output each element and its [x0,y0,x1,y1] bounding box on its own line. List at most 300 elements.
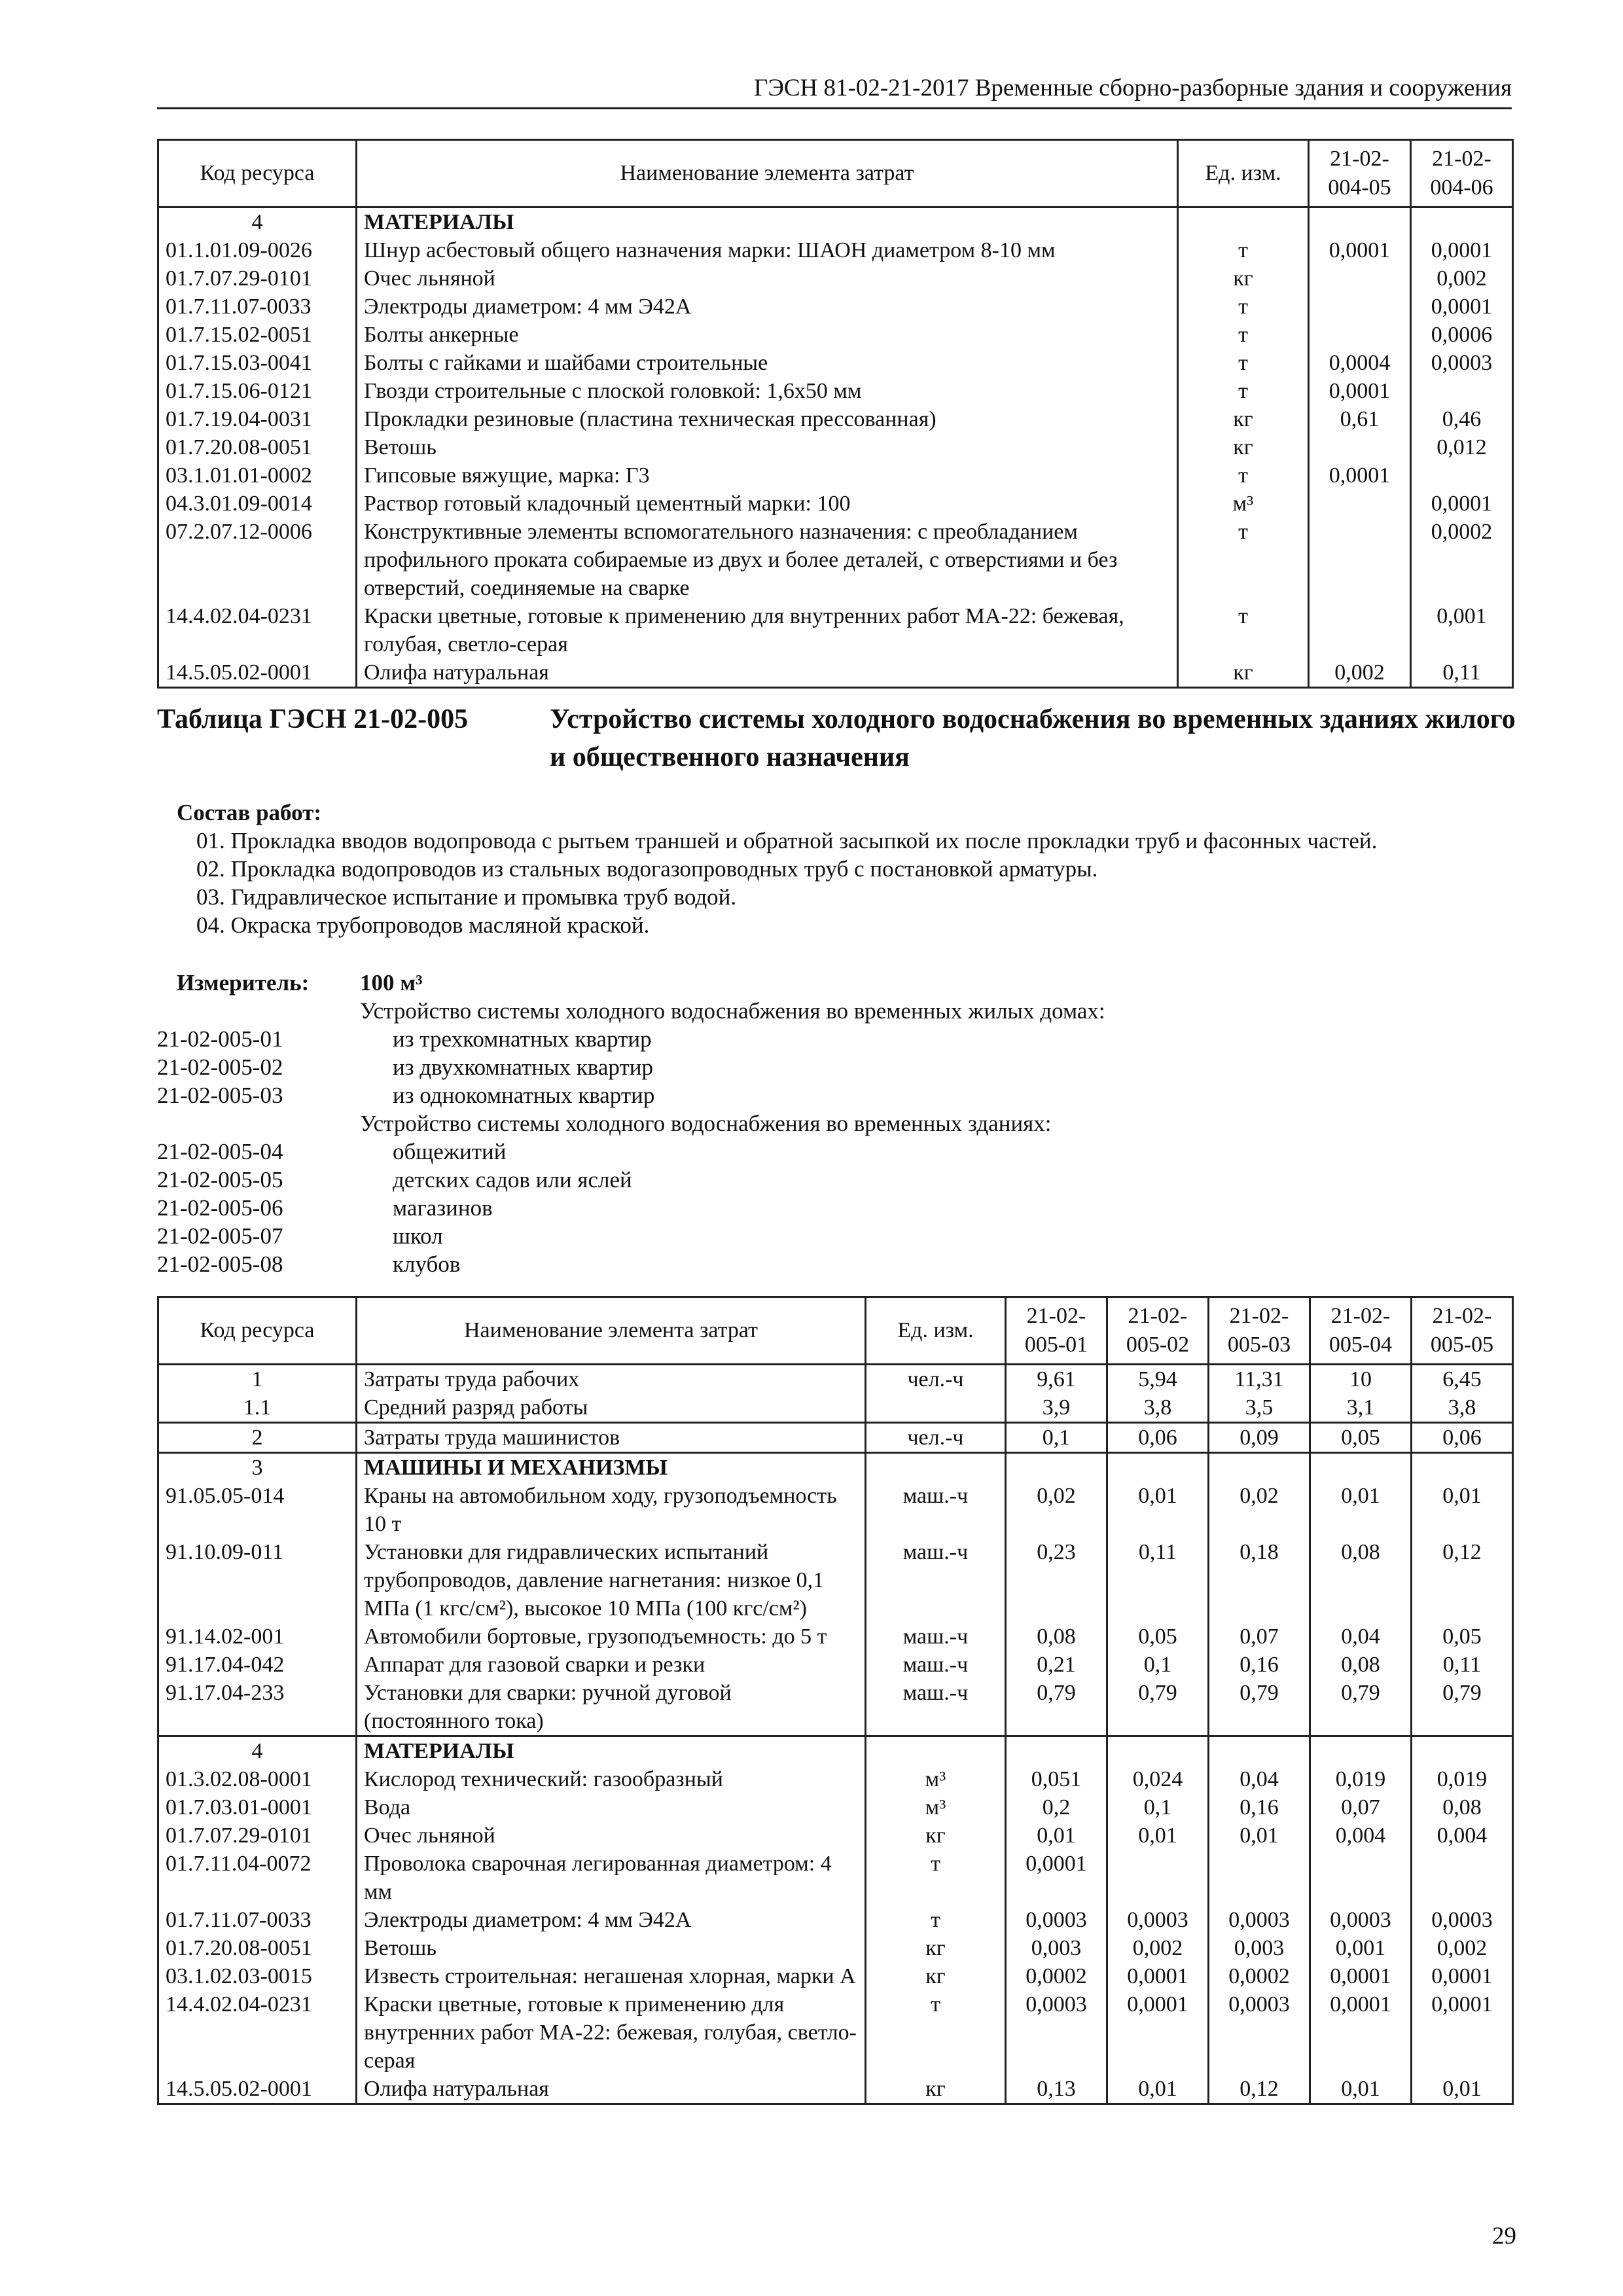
norm-value [1412,1850,1513,1906]
resource-code: 14.5.05.02-0001 [158,658,357,688]
table-21-02-005 [157,1296,1514,2105]
norm-value: 0,0003 [1006,1906,1107,1934]
norm-value: 0,001 [1310,1934,1412,1962]
norm-value: 0,08 [1310,1538,1412,1623]
norm-value: 0,0001 [1412,1990,1513,2075]
unit: т [1178,461,1309,490]
resource-code: 01.7.11.07-0033 [158,293,357,321]
resource-code: 01.7.07.29-0101 [158,1821,357,1850]
norm-value: 0,01 [1412,1482,1513,1538]
resource-code: 01.7.11.07-0033 [158,1906,357,1934]
norm-value: 0,0003 [1411,349,1513,377]
norm-value: 6,45 [1412,1365,1513,1394]
resource-code: 14.5.05.02-0001 [158,2075,357,2104]
norm-value [1411,377,1513,405]
norm-value: 0,0002 [1411,518,1513,602]
table-header-row [158,1297,1513,1365]
norm-value: 0,04 [1209,1765,1310,1793]
table-row [158,1538,1513,1623]
table-header-row [158,140,1513,207]
norm-value: 0,002 [1412,1934,1513,1962]
table-row [158,1906,1513,1934]
norm-value: 0,01 [1310,1482,1412,1538]
norm-value: 0,019 [1412,1765,1513,1793]
norm-value: 0,0001 [1309,461,1411,490]
norm-value: 0,01 [1412,2075,1513,2104]
norm-value: 3,9 [1006,1393,1107,1423]
norm-value: 0,05 [1107,1623,1209,1651]
empty-cell [866,1453,1006,1482]
cost-item-name: Конструктивные элементы вспомогательного назначения: с преобладанием профильного проката собираемые из двух и более деталей, с отверстиями и без отверстий, соединяемые на сварке [357,518,1178,602]
section-number: 4 [158,1736,357,1766]
cost-item-name: Очес льняной [357,264,1178,293]
table-row [158,1821,1513,1850]
unit: маш.-ч [866,1623,1006,1651]
rate-code: 21-02-005-08 [157,1251,283,1277]
unit: кг [1178,658,1309,688]
resource-code: 91.17.04-233 [158,1679,357,1736]
norm-value: 0,16 [1209,1793,1310,1821]
norm-value: 0,04 [1310,1623,1412,1651]
unit: маш.-ч [866,1651,1006,1679]
norm-value [1309,293,1411,321]
rate-text: общежитий [393,1139,507,1164]
norm-value: 0,16 [1209,1651,1310,1679]
cost-item-name: Кислород технический: газообразный [357,1765,866,1793]
norm-value: 10 [1310,1365,1412,1394]
unit: чел.-ч [866,1423,1006,1453]
norm-value: 0,06 [1107,1423,1209,1453]
unit: т [1178,377,1309,405]
norm-value: 0,003 [1006,1934,1107,1962]
norm-value: 0,09 [1209,1423,1310,1453]
cost-item-name: Олифа натуральная [357,658,1178,688]
table-title-label: Таблица ГЭСН 21-02-005 [157,704,469,734]
unit: маш.-ч [866,1538,1006,1623]
table-row [158,658,1513,688]
resource-code: 01.7.15.06-0121 [158,377,357,405]
cost-item-name: Прокладки резиновые (пластина техническая прессованная) [357,405,1178,433]
norm-value: 0,0001 [1411,293,1513,321]
norm-value: 0,0002 [1209,1962,1310,1990]
table-row [158,321,1513,349]
resource-code: 14.4.02.04-0231 [158,602,357,658]
cost-item-name: Краски цветные, готовые к применению для внутренних работ МА-22: бежевая, голубая, светло-серая [357,602,1178,658]
resource-code: 07.2.07.12-0006 [158,518,357,602]
empty-cell [1209,1736,1310,1766]
unit: м³ [866,1793,1006,1821]
empty-cell [1310,1453,1412,1482]
table-row [158,236,1513,264]
work-item: 03. Гидравлическое испытание и промывка труб водой. [196,884,737,910]
resource-code: 01.7.07.29-0101 [158,264,357,293]
norm-value: 0,02 [1209,1482,1310,1538]
rate-code: 21-02-005-06 [157,1195,283,1221]
norm-value: 0,0001 [1411,236,1513,264]
norm-value: 0,13 [1006,2075,1107,2104]
norm-value [1309,321,1411,349]
column-header: 21-02-005-04 [1310,1297,1412,1365]
section-number: 3 [158,1453,357,1482]
norm-value: 0,79 [1412,1679,1513,1736]
norm-value: 0,08 [1006,1623,1107,1651]
resource-code: 01.7.11.04-0072 [158,1850,357,1906]
unit: т [1178,602,1309,658]
cost-item-name: Вода [357,1793,866,1821]
norm-value: 0,01 [1310,2075,1412,2104]
norm-value: 3,8 [1412,1393,1513,1423]
column-header: 21-02-005-05 [1412,1297,1513,1365]
cost-item-name: Болты анкерные [357,321,1178,349]
norm-value: 0,2 [1006,1793,1107,1821]
norm-value: 0,46 [1411,405,1513,433]
norm-value: 0,01 [1107,1821,1209,1850]
table-row [158,1765,1513,1793]
empty-cell [1107,1736,1209,1766]
resource-code: 1 [158,1365,357,1394]
norm-value: 3,5 [1209,1393,1310,1423]
norm-value: 0,12 [1412,1538,1513,1623]
table-row [158,490,1513,518]
work-heading: Состав работ: [177,800,321,825]
resource-code: 91.05.05-014 [158,1482,357,1538]
norm-value: 0,05 [1310,1423,1412,1453]
norm-value: 0,024 [1107,1765,1209,1793]
cost-item-name: Очес льняной [357,1821,866,1850]
unit: т [866,1990,1006,2075]
unit: м³ [866,1765,1006,1793]
norm-value: 0,1 [1107,1651,1209,1679]
cost-item-name: Средний разряд работы [357,1393,866,1423]
empty-cell [1006,1453,1107,1482]
rate-code: 21-02-005-05 [157,1167,283,1193]
resource-code: 14.4.02.04-0231 [158,1990,357,2075]
rate-code: 21-02-005-04 [157,1139,283,1164]
rate-text: из однокомнатных квартир [393,1083,655,1108]
column-header: 21-02-004-06 [1411,140,1513,207]
norm-value: 0,05 [1412,1623,1513,1651]
section-row [158,207,1513,237]
norm-value: 0,21 [1006,1651,1107,1679]
norm-value: 0,0003 [1310,1906,1412,1934]
norm-value [1411,461,1513,490]
measure-group: Устройство системы холодного водоснабжения во временных зданиях: [360,1111,1052,1136]
table-row [158,1679,1513,1736]
norm-value: 0,019 [1310,1765,1412,1793]
unit: т [1178,293,1309,321]
norm-value [1309,490,1411,518]
resource-code: 01.1.01.09-0026 [158,236,357,264]
unit: кг [1178,405,1309,433]
cost-item-name: Краски цветные, готовые к применению для внутренних работ МА-22: бежевая, голубая, светло-серая [357,1990,866,2075]
table-row [158,1482,1513,1538]
table-row [158,1623,1513,1651]
norm-value: 0,06 [1412,1423,1513,1453]
unit: м³ [1178,490,1309,518]
unit: т [866,1850,1006,1906]
table-row [158,461,1513,490]
norm-value: 0,11 [1412,1651,1513,1679]
norm-value: 0,01 [1107,1482,1209,1538]
empty-cell [866,1736,1006,1766]
table-row [158,264,1513,293]
unit: кг [866,1934,1006,1962]
resource-code: 04.3.01.09-0014 [158,490,357,518]
unit [866,1393,1006,1423]
empty-cell [1107,1453,1209,1482]
column-header: 21-02-005-03 [1209,1297,1310,1365]
column-header: Код ресурса [158,1297,357,1365]
table-row [158,405,1513,433]
table-row [158,602,1513,658]
rate-code: 21-02-005-07 [157,1223,283,1249]
cost-item-name: Установки для гидравлических испытаний трубопроводов, давление нагнетания: низкое 0,1 МПа (1 кгс/см²), высокое 10 МПа (100 кгс/см²) [357,1538,866,1623]
resource-code: 01.7.20.08-0051 [158,433,357,461]
norm-value: 0,0004 [1309,349,1411,377]
work-composition [177,798,1377,939]
empty-cell [1412,1453,1513,1482]
norm-value [1209,1850,1310,1906]
empty-cell [1412,1736,1513,1766]
norm-value: 0,0003 [1209,1990,1310,2075]
empty-cell [1310,1736,1412,1766]
rate-text: из двухкомнатных квартир [393,1054,653,1080]
empty-cell [1411,207,1513,237]
norm-value: 0,07 [1209,1623,1310,1651]
rate-text: школ [393,1223,443,1249]
norm-value: 5,94 [1107,1365,1209,1394]
cost-item-name: Ветошь [357,1934,866,1962]
section-row [158,1453,1513,1482]
norm-value: 0,1 [1006,1423,1107,1453]
column-header: 21-02-004-05 [1309,140,1411,207]
norm-value [1107,1850,1209,1906]
column-header: Код ресурса [158,140,357,207]
cost-item-name: Краны на автомобильном ходу, грузоподъемность 10 т [357,1482,866,1538]
norm-value: 0,051 [1006,1765,1107,1793]
section-title: МАШИНЫ И МЕХАНИЗМЫ [357,1453,866,1482]
resource-code: 91.17.04-042 [158,1651,357,1679]
norm-value: 0,0001 [1309,236,1411,264]
running-header: ГЭСН 81-02-21-2017 Временные сборно-разборные здания и сооружения [754,75,1512,101]
unit: маш.-ч [866,1679,1006,1736]
cost-item-name: Ветошь [357,433,1178,461]
norm-value: 0,12 [1209,2075,1310,2104]
table-row [158,1962,1513,1990]
measure-value: 100 м³ [360,970,423,996]
norm-value: 3,8 [1107,1393,1209,1423]
norm-value: 0,0001 [1412,1962,1513,1990]
table-row [158,433,1513,461]
norm-value: 0,0001 [1310,1962,1412,1990]
section-number: 4 [158,207,357,237]
table-row [158,1793,1513,1821]
unit: т [1178,518,1309,602]
norm-value [1309,264,1411,293]
unit: т [866,1906,1006,1934]
norm-value: 0,0001 [1310,1990,1412,2075]
table-row [158,1423,1513,1453]
norm-value: 0,0001 [1309,377,1411,405]
unit: кг [1178,433,1309,461]
resource-code: 03.1.01.01-0002 [158,461,357,490]
unit: кг [866,1962,1006,1990]
norm-value: 0,001 [1411,602,1513,658]
unit: чел.-ч [866,1365,1006,1394]
cost-item-name: Гипсовые вяжущие, марка: Г3 [357,461,1178,490]
table-row [158,1934,1513,1962]
norm-value: 0,002 [1107,1934,1209,1962]
resource-code: 01.3.02.08-0001 [158,1765,357,1793]
column-header: 21-02-005-02 [1107,1297,1209,1365]
table-row [158,1365,1513,1394]
header-rule [157,107,1512,109]
norm-value: 0,012 [1411,433,1513,461]
norm-value: 0,003 [1209,1934,1310,1962]
norm-value [1309,602,1411,658]
unit: т [1178,349,1309,377]
empty-cell [1178,207,1309,237]
norm-value: 0,002 [1411,264,1513,293]
cost-item-name: Автомобили бортовые, грузоподъемность: до 5 т [357,1623,866,1651]
empty-cell [1309,207,1411,237]
measure-group: Устройство системы холодного водоснабжения во временных жилых домах: [360,998,1105,1024]
column-header: Наименование элемента затрат [357,1297,866,1365]
resource-code: 2 [158,1423,357,1453]
norm-value: 3,1 [1310,1393,1412,1423]
norm-value: 0,002 [1309,658,1411,688]
table-row [158,1850,1513,1906]
norm-value: 0,1 [1107,1793,1209,1821]
resource-code: 01.7.20.08-0051 [158,1934,357,1962]
unit: т [1178,321,1309,349]
norm-value: 0,01 [1209,1821,1310,1850]
unit: т [1178,236,1309,264]
resource-code: 1.1 [158,1393,357,1423]
cost-item-name: Олифа натуральная [357,2075,866,2104]
resource-code: 91.10.09-011 [158,1538,357,1623]
norm-value: 0,11 [1411,658,1513,688]
norm-value: 0,08 [1412,1793,1513,1821]
empty-cell [1006,1736,1107,1766]
rate-text: из трехкомнатных квартир [393,1026,652,1052]
rate-text: детских садов или яслей [393,1167,632,1193]
norm-value: 9,61 [1006,1365,1107,1394]
unit: маш.-ч [866,1482,1006,1538]
table-row [158,349,1513,377]
unit: кг [1178,264,1309,293]
section-title: МАТЕРИАЛЫ [357,207,1178,237]
work-item: 04. Окраска трубопроводов масляной краской. [196,912,650,938]
measure-label: Измеритель: [177,970,310,996]
table-row [158,1393,1513,1423]
resource-code: 03.1.02.03-0015 [158,1962,357,1990]
cost-item-name: Шнур асбестовый общего назначения марки: ШАОН диаметром 8-10 мм [357,236,1178,264]
work-item: 02. Прокладка водопроводов из стальных водогазопроводных труб с постановкой арматуры. [196,856,1098,882]
section-title: МАТЕРИАЛЫ [357,1736,866,1766]
norm-value: 0,18 [1209,1538,1310,1623]
norm-value: 0,79 [1006,1679,1107,1736]
column-header: Ед. изм. [866,1297,1006,1365]
resource-code: 91.14.02-001 [158,1623,357,1651]
cost-item-name: Электроды диаметром: 4 мм Э42А [357,293,1178,321]
column-header: 21-02-005-01 [1006,1297,1107,1365]
resource-code: 01.7.19.04-0031 [158,405,357,433]
table-21-02-004 [157,139,1514,689]
cost-item-name: Проволока сварочная легированная диаметром: 4 мм [357,1850,866,1906]
norm-value: 0,23 [1006,1538,1107,1623]
resource-code: 01.7.15.03-0041 [158,349,357,377]
norm-value: 0,01 [1006,1821,1107,1850]
table-row [158,1990,1513,2075]
table-row [158,377,1513,405]
column-header: Наименование элемента затрат [357,140,1178,207]
norm-value [1309,518,1411,602]
work-item: 01. Прокладка вводов водопровода с рытьем траншей и обратной засыпкой их после прокладки труб и фасонных частей. [196,828,1378,853]
table-row [158,518,1513,602]
norm-value: 0,0006 [1411,321,1513,349]
norm-value [1310,1850,1412,1906]
norm-value: 0,79 [1209,1679,1310,1736]
norm-value: 0,07 [1310,1793,1412,1821]
norm-value: 11,31 [1209,1365,1310,1394]
norm-value: 0,02 [1006,1482,1107,1538]
cost-item-name: Болты с гайками и шайбами строительные [357,349,1178,377]
norm-value: 0,11 [1107,1538,1209,1623]
norm-value: 0,08 [1310,1651,1412,1679]
cost-item-name: Аппарат для газовой сварки и резки [357,1651,866,1679]
norm-value: 0,61 [1309,405,1411,433]
resource-code: 01.7.03.01-0001 [158,1793,357,1821]
cost-item-name: Электроды диаметром: 4 мм Э42А [357,1906,866,1934]
resource-code: 01.7.15.02-0051 [158,321,357,349]
cost-item-name: Затраты труда машинистов [357,1423,866,1453]
norm-value: 0,0003 [1006,1990,1107,2075]
rate-code: 21-02-005-01 [157,1026,283,1052]
norm-value: 0,0003 [1412,1906,1513,1934]
cost-item-name: Известь строительная: негашеная хлорная, марки А [357,1962,866,1990]
norm-value: 0,0003 [1209,1906,1310,1934]
empty-cell [1209,1453,1310,1482]
table-title-text: Устройство системы холодного водоснабжения во временных зданиях жилого и общественного назначения [550,704,1516,772]
table-row [158,1651,1513,1679]
norm-value: 0,0003 [1107,1906,1209,1934]
norm-value: 0,79 [1107,1679,1209,1736]
norm-value: 0,004 [1412,1821,1513,1850]
norm-value [1309,433,1411,461]
norm-value: 0,0002 [1006,1962,1107,1990]
page-number: 29 [1492,2223,1516,2250]
norm-value: 0,01 [1107,2075,1209,2104]
norm-value: 0,0001 [1411,490,1513,518]
table-row [158,2075,1513,2104]
cost-item-name: Раствор готовый кладочный цементный марки: 100 [357,490,1178,518]
measure-block [157,969,1466,1278]
cost-item-name: Установки для сварки: ручной дуговой (постоянного тока) [357,1679,866,1736]
rate-text: клубов [393,1251,461,1277]
rate-code: 21-02-005-02 [157,1054,283,1080]
norm-value: 0,79 [1310,1679,1412,1736]
rate-text: магазинов [393,1195,493,1221]
rate-code: 21-02-005-03 [157,1083,283,1108]
cost-item-name: Гвозди строительные с плоской головкой: 1,6х50 мм [357,377,1178,405]
unit: кг [866,1821,1006,1850]
norm-value: 0,0001 [1006,1850,1107,1906]
unit: кг [866,2075,1006,2104]
norm-value: 0,004 [1310,1821,1412,1850]
section-row [158,1736,1513,1766]
table-row [158,293,1513,321]
